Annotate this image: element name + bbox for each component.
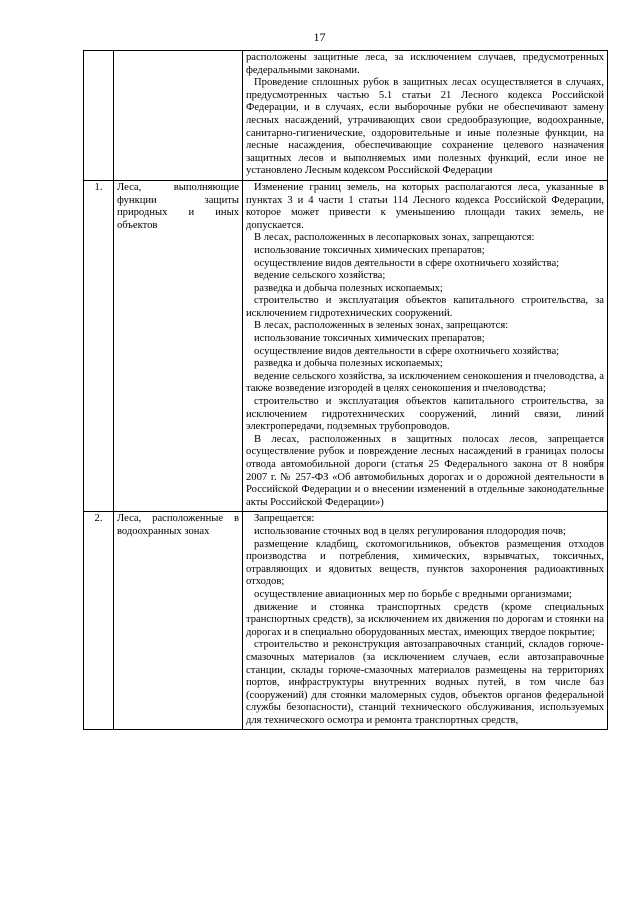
row-number: 1. [84, 180, 114, 511]
paragraph: Изменение границ земель, на которых располагаются леса, указанные в пунктах 3 и 4 части 1 статьи 114 Лесного кодекса Российской Федерации, которое может привести к уменьшению площади таких земель, не допускается. [246, 181, 604, 231]
category-name: Леса, расположенные в водоохранных зонах [114, 512, 243, 730]
paragraph: осуществление видов деятельности в сфере охотничьего хозяйства; [254, 257, 560, 269]
regime-cell [243, 51, 608, 181]
paragraph: ведение сельского хозяйства; [254, 270, 386, 282]
document-table [83, 50, 608, 730]
paragraph: строительство и реконструкция автозаправочных станций, складов горюче-смазочных материалов (за исключением случаев, если автозаправочные станции, склады горюче-смазочных материалов размещены на территориях портов, инфраструктуры внутренних водных путей, в том числе баз (сооружений) для стоянки маломерных судов, объектов органов федеральной службы безопасности), станций технического обслуживания, используемых для технического осмотра и ремонта транспортных средств, [246, 639, 604, 726]
row-number [84, 51, 114, 181]
paragraph: использование токсичных химических препаратов; [254, 333, 485, 345]
regime-cell [243, 512, 608, 730]
paragraph: Проведение сплошных рубок в защитных лесах осуществляется в случаях, предусмотренных частью 5.1 статьи 21 Лесного кодекса Российской Федерации, и в случаях, если выборочные рубки не обеспечивают замену лесных насаждений, утрачивающих свои средообразующие, водоохранные, санитарно-гигиенические, оздоровительные и иные полезные функции, на лесные насаждения, обеспечивающие сохранение целевого назначения защитных лесов и выполняемых ими полезных функций, если иное не установлено Лесным кодексом Российской Федерации [246, 77, 604, 177]
paragraph: строительство и эксплуатация объектов капитального строительства, за исключением гидротехнических сооружений. [246, 295, 604, 319]
row-number: 2. [84, 512, 114, 730]
table-row-1 [84, 180, 608, 511]
paragraph: Запрещается: [254, 513, 315, 525]
paragraph: расположены защитные леса, за исключением случаев, предусмотренных федеральными законами. [246, 52, 604, 76]
paragraph: использование токсичных химических препаратов; [254, 244, 485, 256]
paragraph: В лесах, расположенных в лесопарковых зонах, запрещаются: [254, 232, 535, 244]
page-number: 17 [313, 30, 326, 44]
regime-cell [243, 180, 608, 511]
category-name: Леса, выполняющие функции защиты природных и иных объектов [114, 180, 243, 511]
table-row-2 [84, 512, 608, 730]
category-name [114, 51, 243, 181]
table-row-continuation [84, 51, 608, 181]
paragraph: В лесах, расположенных в защитных полосах лесов, запрещается осуществление рубок и повреждение лесных насаждений в границах полосы отвода автомобильной дороги (статья 25 Федерального закона от 8 ноября 2007 г. № 257-ФЗ «Об автомобильных дорогах и о дорожной деятельности в Российской Федерации и о внесении изменений в отдельные законодательные акты Российской Федерации») [246, 433, 604, 508]
paragraph: разведка и добыча полезных ископаемых; [254, 282, 443, 294]
paragraph: использование сточных вод в целях регулирования плодородия почв; [254, 525, 566, 537]
paragraph: осуществление видов деятельности в сфере охотничьего хозяйства; [254, 345, 560, 357]
paragraph: движение и стоянка транспортных средств (кроме специальных транспортных средств), за исключением их движения по дорогам и стоянки на дорогах и в специально оборудованных местах, имеющих твердое покрытие; [246, 601, 604, 638]
paragraph: В лесах, расположенных в зеленых зонах, запрещаются: [254, 320, 509, 332]
paragraph: строительство и эксплуатация объектов капитального строительства, за исключением гидротехнических сооружений, линий связи, линий электропередачи, подземных трубопроводов. [246, 396, 604, 433]
paragraph: размещение кладбищ, скотомогильников, объектов размещения отходов производства и потребления, химических, взрывчатых, токсичных, отравляющих и ядовитых веществ, пунктов захоронения радиоактивных отходов; [246, 538, 604, 588]
paragraph: разведка и добыча полезных ископаемых; [254, 358, 443, 370]
paragraph: ведение сельского хозяйства, за исключением сенокошения и пчеловодства, а также возведение изгородей в целях сенокошения и пчеловодства; [246, 370, 604, 395]
paragraph: осуществление авиационных мер по борьбе с вредными организмами; [254, 588, 572, 600]
